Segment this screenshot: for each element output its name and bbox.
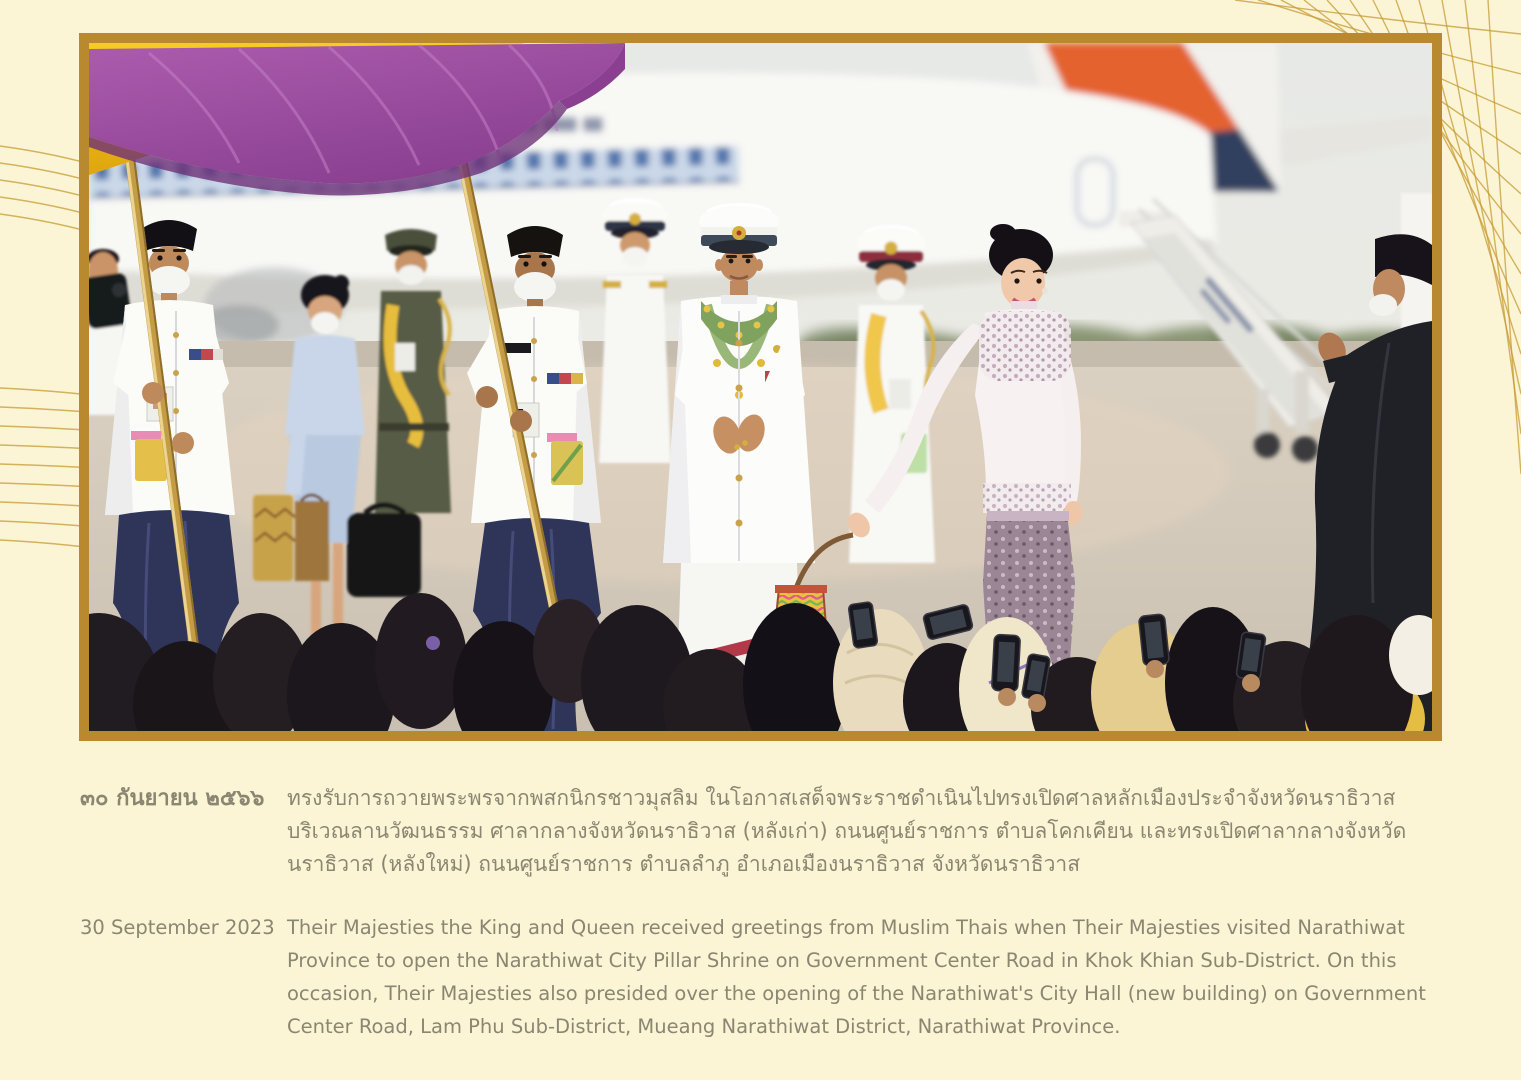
caption-english bbox=[80, 911, 1434, 1043]
earring bbox=[1042, 288, 1048, 294]
yellow-badge-card bbox=[135, 439, 167, 481]
stairs-wheel bbox=[1254, 432, 1280, 458]
caption-date-thai: ๓๐ กันยายน ๒๕๖๖ bbox=[80, 786, 265, 811]
photo-frame bbox=[79, 33, 1442, 741]
paper-bag bbox=[295, 501, 329, 581]
caption-text-english: Their Majesties the King and Queen received greetings from Muslim Thais when Their Majesties visited Narathiwat Province to open the Narathiwat City Pillar Shrine on Government Center Road in Khok Khian Sub-District. On this occasion, Their Majesties also presided over the opening of the Narathiwat's City Hall (new building) on Government Center Road, Lam Phu Sub-District, Mueang Narathiwat District, Narathiwat Province. bbox=[287, 916, 1426, 1038]
caption-text-thai: ทรงรับการถวายพระพรจากพสกนิกรชาวมุสลิม ในโอกาสเสด็จพระราชดำเนินไปทรงเปิดศาลหลักเมืองประจำจังหวัดนราธิวาส บริเวณลานวัฒนธรรม ศาลากลางจังหวัดนราธิวาส (หลังเก่า) ถนนศูนย์ราชการ ตำบลโคกเคียน และทรงเปิดศาลากลางจังหวัดนราธิวาส (หลังใหม่) ถนนศูนย์ราชการ ตำบลลำภู อำเภอเมืองนราธิวาส จังหวัดนราธิวาส bbox=[287, 786, 1407, 876]
royal-arrival-photo bbox=[89, 43, 1432, 731]
yellow-sash bbox=[872, 315, 881, 411]
face-mask bbox=[1369, 294, 1397, 316]
lace-embroidery bbox=[979, 311, 1071, 381]
black-document-bag bbox=[347, 513, 421, 597]
caption-date-english: 30 September 2023 bbox=[80, 916, 275, 939]
caption-section bbox=[80, 782, 1434, 1043]
face-mask bbox=[148, 266, 190, 296]
stairs-wheel bbox=[1292, 436, 1318, 462]
caption-thai bbox=[80, 782, 1434, 881]
cap-visor bbox=[709, 240, 769, 254]
face-mask bbox=[514, 272, 556, 302]
